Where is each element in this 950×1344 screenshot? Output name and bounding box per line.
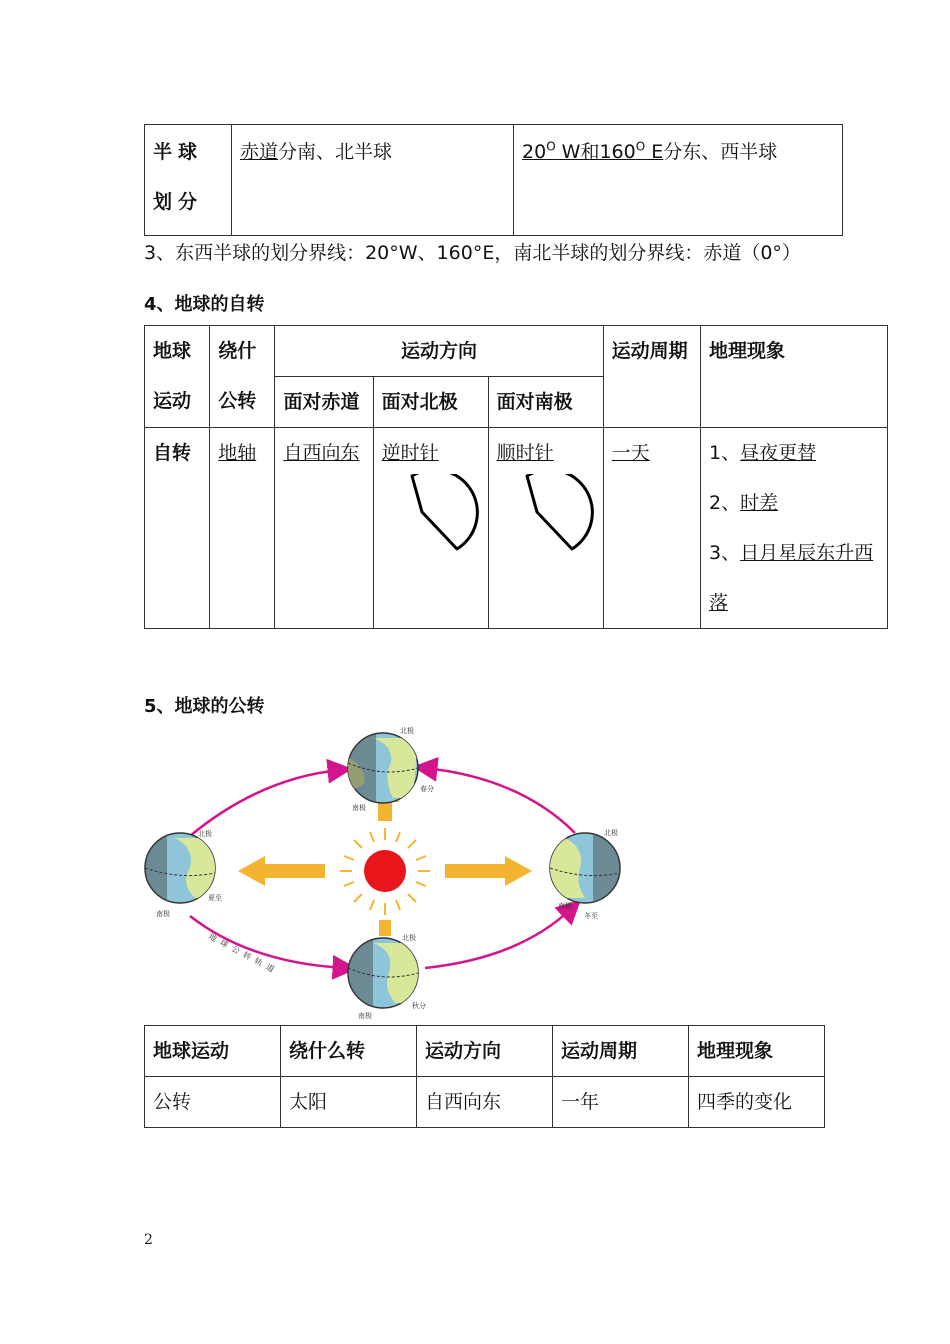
- right-south-label: 南极: [558, 902, 572, 910]
- h-north: 面对北极: [373, 377, 488, 428]
- period-cell: [603, 428, 700, 629]
- left-north-label: 北极: [198, 830, 212, 838]
- phen-2-text: 时差: [740, 492, 779, 514]
- south-text: 顺时针: [496, 442, 554, 464]
- r3-period: 一年: [553, 1077, 689, 1128]
- h-motion: [145, 326, 210, 428]
- line-3: 3、东西半球的划分界线：20°W、160°E，南北半球的划分界线：赤道（0°）: [144, 242, 801, 264]
- hemisphere-table: [144, 124, 843, 236]
- phen-1-num: 1、: [709, 442, 741, 464]
- orbit-arc-2: [425, 768, 575, 833]
- equator-term: 赤道: [240, 141, 279, 163]
- hemisphere-label: 半球划分: [145, 125, 232, 236]
- globe-autumn-icon: [348, 938, 418, 1008]
- top-north-label: 北极: [400, 727, 414, 735]
- h-axis: [210, 326, 275, 428]
- north-cell: [373, 428, 488, 629]
- r3-motion: 公转: [145, 1077, 281, 1128]
- h-axis-text: 绕什公转: [218, 340, 257, 412]
- globe-summer-icon: [145, 833, 215, 903]
- h-equator: 面对赤道: [275, 377, 373, 428]
- north-text: 逆时针: [381, 442, 439, 464]
- ns-division-cell: [232, 125, 514, 236]
- h3-center: 绕什么转: [281, 1026, 417, 1077]
- h3-phenomenon: 地理现象: [689, 1026, 825, 1077]
- orbit-arc-4: [425, 908, 572, 968]
- ew-num1: 20: [522, 141, 547, 163]
- orbit-label: 地球公转轨道: [207, 931, 281, 977]
- autumn-label: 秋分: [412, 1002, 426, 1010]
- h-phen: 地理现象: [701, 326, 888, 428]
- bottom-north-label: 北极: [402, 934, 416, 942]
- phen-cell: [701, 428, 888, 629]
- arrow-down: [379, 920, 391, 936]
- axis-text: 地轴: [218, 442, 257, 464]
- left-south-label: 南极: [156, 910, 170, 918]
- phen-2: [709, 478, 879, 528]
- h-motion-text: 地球运动: [153, 340, 192, 412]
- phen-3: [709, 528, 879, 628]
- winter-label: 冬至: [584, 912, 598, 920]
- h-south: 面对南极: [488, 377, 603, 428]
- deg-mark-2: O: [635, 139, 646, 154]
- phen-3-text: 日月星辰东升西落: [709, 542, 874, 614]
- ew-e: E: [645, 141, 664, 163]
- section-5-title: 5、地球的公转: [144, 696, 265, 717]
- deg-mark-1: O: [546, 139, 556, 154]
- orbit-arc-1: [190, 770, 340, 836]
- h3-motion: 地球运动: [145, 1026, 281, 1077]
- phen-2-num: 2、: [709, 492, 741, 514]
- ew-division-text: 分东、西半球: [663, 141, 778, 163]
- phen-3-num: 3、: [709, 542, 741, 564]
- clockwise-sector-icon: [515, 474, 595, 564]
- section-4-title: 4、地球的自转: [144, 294, 265, 315]
- r3-direction: 自西向东: [417, 1077, 553, 1128]
- globe-spring-icon: [348, 733, 418, 803]
- h-period: 运动周期: [603, 326, 700, 428]
- south-cell: [488, 428, 603, 629]
- arrow-right: [445, 856, 532, 886]
- revolution-table: [144, 1025, 825, 1128]
- phen-1: [709, 428, 879, 478]
- rotation-table: [144, 325, 888, 629]
- h-dir: 运动方向: [275, 326, 603, 377]
- axis-cell: [210, 428, 275, 629]
- summer-label: 夏至: [208, 894, 222, 902]
- revolution-diagram: [140, 718, 630, 1023]
- h3-period: 运动周期: [553, 1026, 689, 1077]
- arrow-left: [238, 856, 325, 886]
- ns-division-text: 分南、北半球: [278, 141, 393, 163]
- bottom-south-label: 南极: [358, 1012, 372, 1020]
- ew-w: W和160: [555, 141, 636, 163]
- top-south-label: 南极: [352, 804, 366, 812]
- equator-cell: [275, 428, 373, 629]
- right-north-label: 北极: [604, 829, 618, 837]
- sun-icon: [364, 850, 406, 892]
- period-text: 一天: [611, 442, 650, 464]
- ew-division-cell: [514, 125, 843, 236]
- counterclockwise-sector-icon: [400, 474, 480, 564]
- globe-winter-icon: [550, 833, 620, 903]
- motion-cell: 自转: [145, 428, 210, 629]
- r3-phenomenon: 四季的变化: [689, 1077, 825, 1128]
- ew-division-terms: [522, 141, 663, 163]
- r3-center: 太阳: [281, 1077, 417, 1128]
- equator-text: 自西向东: [283, 442, 360, 464]
- spring-label: 春分: [420, 785, 434, 793]
- page-number: 2: [144, 1232, 153, 1248]
- h3-direction: 运动方向: [417, 1026, 553, 1077]
- phen-1-text: 昼夜更替: [740, 442, 817, 464]
